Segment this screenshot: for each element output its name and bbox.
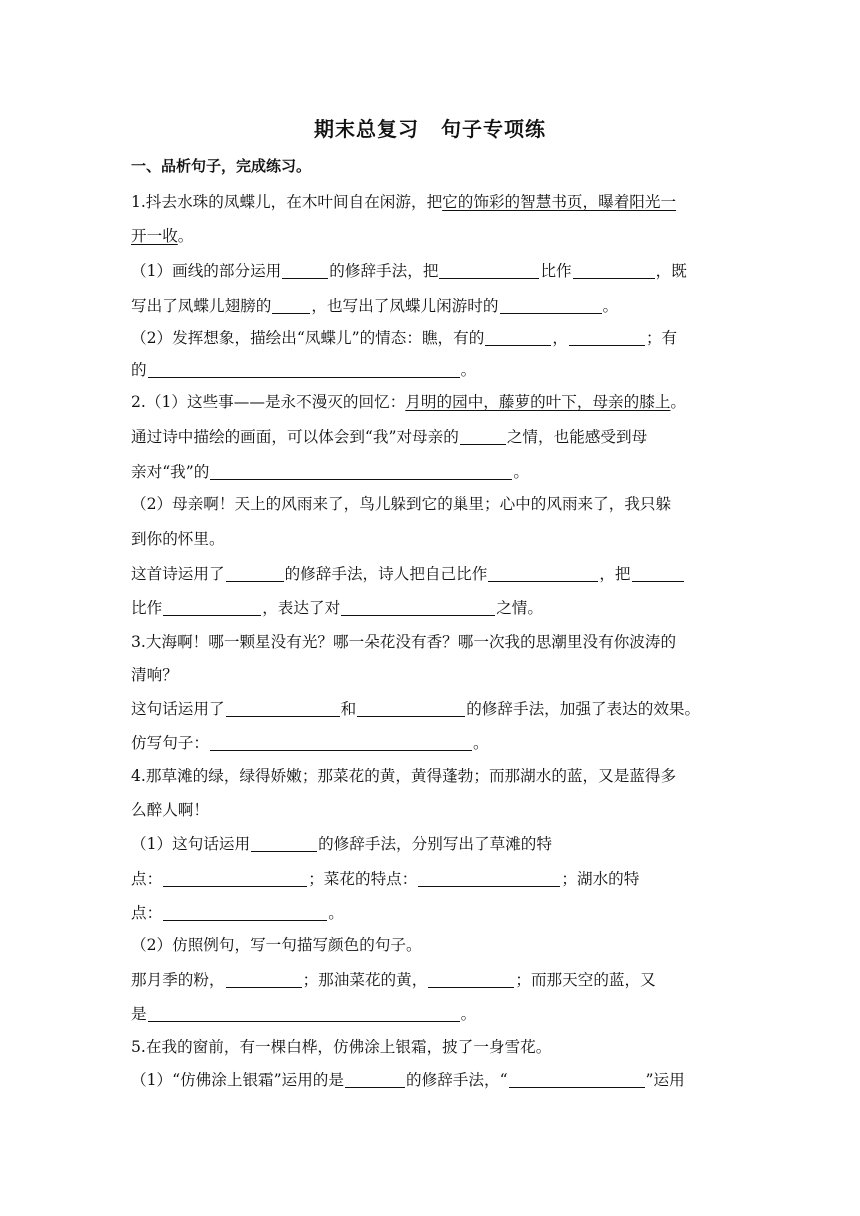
q1-sub2-line-1: （2）发挥想象，描绘出“凤蝶儿”的情态：瞧，有的 ， ；有: [131, 329, 678, 347]
q2-line-3: 亲对“我”的 。: [131, 463, 529, 481]
q4-sub2-line-1: （2）仿照例句，写一句描写颜色的句子。: [131, 936, 422, 954]
answer-blank[interactable]: [500, 312, 602, 314]
q1-underlined-text-cont: 开一收: [131, 227, 178, 245]
answer-blank[interactable]: [485, 344, 551, 346]
answer-blank[interactable]: [163, 614, 261, 616]
answer-blank[interactable]: [148, 376, 460, 378]
answer-blank[interactable]: [148, 1020, 460, 1022]
q3-line-2: 清响？: [131, 666, 178, 684]
answer-blank[interactable]: [210, 478, 512, 480]
q4-line-1: 4.那草滩的绿，绿得娇嫩；那菜花的黄，黄得蓬勃；而那湖水的蓝，又是蓝得多: [131, 767, 677, 785]
page-title: [0, 113, 860, 142]
q2-underlined-text: 月明的园中，藤萝的叶下，母亲的膝上: [405, 393, 671, 411]
answer-blank[interactable]: [163, 885, 307, 887]
q2-sub2-line-2: 到你的怀里。: [131, 530, 225, 548]
q5-line-1: 5.在我的窗前，有一棵白桦，仿佛涂上银霜，披了一身雪花。: [131, 1038, 552, 1056]
q2-line-2: 通过诗中描绘的画面，可以体会到“我”对母亲的 之情，也能感受到母: [131, 428, 648, 446]
answer-blank[interactable]: [341, 614, 495, 616]
answer-blank[interactable]: [569, 344, 645, 346]
answer-blank[interactable]: [282, 277, 328, 279]
answer-blank[interactable]: [418, 885, 560, 887]
answer-blank[interactable]: [226, 986, 302, 988]
answer-blank[interactable]: [439, 277, 539, 279]
q2-line-1: 2.（1）这些事——是永不漫灭的回忆：月明的园中，藤萝的叶下，母亲的膝上。: [131, 393, 687, 411]
answer-blank[interactable]: [632, 580, 684, 582]
answer-blank[interactable]: [251, 850, 317, 852]
q4-sub2-line-3: 是 。: [131, 1005, 477, 1023]
answer-blank[interactable]: [226, 580, 284, 582]
answer-blank[interactable]: [488, 580, 598, 582]
answer-blank[interactable]: [460, 443, 506, 445]
q1-sub1-line-2: 写出了凤蝶儿翅膀的 ，也写出了凤蝶儿闲游时的 。: [131, 297, 619, 315]
q3-line-3: 这句话运用了 和 的修辞手法，加强了表达的效果。: [131, 700, 701, 718]
title-part-2: 句子专项练: [441, 117, 546, 141]
answer-blank[interactable]: [210, 749, 472, 751]
q2-sub2-line-4: 比作 ，表达了对 之情。: [131, 599, 543, 617]
q1-line-1: [131, 184, 731, 220]
title-part-1: 期末总复习: [314, 117, 419, 141]
q1-sub2-line-2: 的 。: [131, 361, 477, 379]
answer-blank[interactable]: [428, 986, 514, 988]
q4-sub2-line-2: 那月季的粉， ；那油菜花的黄， ；而那天空的蓝，又: [131, 971, 656, 989]
q4-sub1-line-1: （1）这句话运用 的修辞手法，分别写出了草滩的特: [131, 835, 552, 853]
q4-line-2: 么醉人啊！: [131, 801, 209, 819]
q4-sub1-line-3: 点： 。: [131, 904, 344, 922]
answer-blank[interactable]: [226, 715, 340, 717]
q3-line-1: 3.大海啊！哪一颗星没有光？哪一朵花没有香？哪一次我的思潮里没有你波涛的: [131, 633, 677, 651]
answer-blank[interactable]: [573, 277, 655, 279]
q4-sub1-line-2: 点： ；菜花的特点： ；湖水的特: [131, 870, 640, 888]
answer-blank[interactable]: [509, 1086, 645, 1088]
answer-blank[interactable]: [163, 919, 327, 921]
answer-blank[interactable]: [357, 715, 465, 717]
q1-line-2: 开一收。: [131, 227, 194, 245]
q1-underlined-text: 它的饰彩的智慧书页，曝着阳光一: [442, 193, 677, 211]
q1-sub1-line-1: （1）画线的部分运用 的修辞手法，把 比作 ，既: [131, 262, 687, 280]
section-heading: 一、品析句子，完成练习。: [131, 157, 312, 175]
q2-sub2-line-1: （2）母亲啊！天上的风雨来了，鸟儿躲到它的巢里；心中的风雨来了，我只躲: [131, 495, 672, 513]
q3-line-4: 仿写句子： 。: [131, 734, 489, 752]
answer-blank[interactable]: [272, 312, 310, 314]
q5-sub1-line-1: （1）“仿佛涂上银霜”运用的是 的修辞手法，“ ”运用: [131, 1071, 685, 1089]
q2-sub2-line-3: 这首诗运用了 的修辞手法，诗人把自己比作 ，把: [131, 556, 731, 592]
q1-text: 1.抖去水珠的凤蝶儿，在木叶间自在闲游，把: [131, 193, 443, 211]
answer-blank[interactable]: [345, 1086, 405, 1088]
